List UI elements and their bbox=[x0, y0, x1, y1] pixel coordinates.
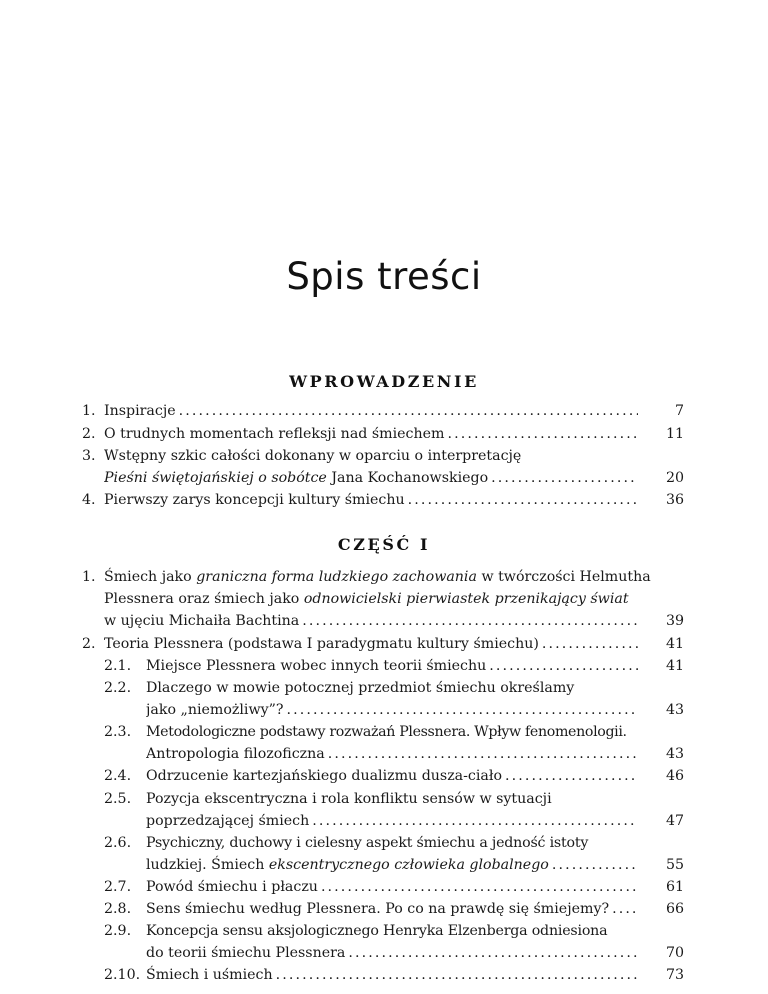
leader-dots bbox=[489, 655, 638, 677]
subentry-number: 2.4. bbox=[104, 768, 132, 784]
entry-page: 11 bbox=[665, 426, 684, 442]
subentry-title-line1: Psychiczny, duchowy i cielesny aspekt śmiechu a jedność istoty bbox=[146, 835, 589, 851]
entry-page: 46 bbox=[665, 768, 684, 784]
italic-title: Pieśni świętojańskiej o sobótce bbox=[104, 470, 327, 486]
entry-number: 1. bbox=[82, 569, 96, 585]
entry-title-line1: Wstępny szkic całości dokonany w oparciu o interpretację bbox=[104, 448, 522, 464]
leader-dots bbox=[348, 942, 638, 964]
leader-dots bbox=[408, 489, 638, 511]
entry-page: 70 bbox=[665, 945, 684, 961]
subentry-title-line1: Pozycja ekscentryczna i rola konfliktu sensów w sytuacji bbox=[146, 791, 552, 807]
title-rest: Jana Kochanowskiego bbox=[326, 470, 489, 486]
entry-page: 43 bbox=[665, 746, 684, 762]
subentry-title-line1: Dlaczego w mowie potocznej przedmiot śmiechu określamy bbox=[146, 680, 575, 696]
entry-line bbox=[146, 810, 638, 832]
page-title: Spis treści bbox=[286, 255, 482, 298]
subentry-number: 2.2. bbox=[104, 680, 132, 696]
leader-dots bbox=[312, 810, 638, 832]
text-span: w twórczości Helmutha bbox=[476, 569, 651, 585]
subentry-title-line2: poprzedzającej śmiech bbox=[146, 813, 310, 829]
subentry-title-line2: Antropologia filozoficzna bbox=[146, 746, 325, 762]
subentry-title-line2 bbox=[146, 854, 549, 876]
leader-dots bbox=[505, 765, 638, 787]
subentry-title-line2: jako „niemożliwy”? bbox=[146, 702, 284, 718]
leader-dots bbox=[321, 876, 638, 898]
leader-dots bbox=[276, 964, 638, 986]
entry-title-line2 bbox=[104, 467, 488, 489]
entry-number: 3. bbox=[82, 448, 96, 464]
entry-line bbox=[146, 876, 638, 898]
entry-page: 39 bbox=[665, 613, 684, 629]
text-span: Plessnera oraz śmiech jako bbox=[104, 591, 304, 607]
entry-number: 4. bbox=[82, 492, 96, 508]
entry-page: 73 bbox=[665, 967, 684, 983]
entry-title-line3: w ujęciu Michaiła Bachtina bbox=[104, 613, 300, 629]
leader-dots bbox=[302, 610, 638, 632]
entry-line bbox=[146, 964, 638, 986]
subentry-number: 2.1. bbox=[104, 658, 132, 674]
subentry-title-line1: Metodologiczne podstawy rozważań Plessnera. Wpływ fenomenologii. bbox=[146, 724, 627, 740]
subentry-title: Sens śmiechu według Plessnera. Po co na prawdę się śmiejemy? bbox=[146, 901, 610, 917]
entry-line bbox=[146, 765, 638, 787]
entry-title-line2 bbox=[104, 588, 629, 610]
subentry-number: 2.5. bbox=[104, 791, 132, 807]
italic-phrase: ekscentrycznego człowieka globalnego bbox=[268, 857, 549, 873]
entry-line bbox=[146, 655, 638, 677]
italic-phrase: graniczna forma ludzkiego zachowania bbox=[196, 569, 477, 585]
leader-dots bbox=[447, 423, 638, 445]
entry-page: 43 bbox=[665, 702, 684, 718]
leader-dots bbox=[491, 467, 638, 489]
entry-line bbox=[104, 423, 638, 445]
entry-line bbox=[104, 467, 638, 489]
entry-line bbox=[104, 633, 638, 655]
entry-number: 2. bbox=[82, 426, 96, 442]
subentry-title: Miejsce Plessnera wobec innych teorii śmiechu bbox=[146, 658, 487, 674]
italic-phrase: odnowicielski pierwiastek przenikający świat bbox=[303, 591, 629, 607]
leader-dots bbox=[328, 743, 638, 765]
section-heading-part1: CZĘŚĆ I bbox=[337, 535, 431, 554]
entry-line bbox=[146, 942, 638, 964]
entry-number: 1. bbox=[82, 403, 96, 419]
leader-dots bbox=[179, 400, 638, 422]
text-span: ludzkiej. Śmiech bbox=[146, 857, 269, 873]
entry-page: 41 bbox=[665, 636, 684, 652]
subentry-title: Powód śmiechu i płaczu bbox=[146, 879, 318, 895]
text-span: Śmiech jako bbox=[104, 569, 197, 585]
subentry-number: 2.10. bbox=[104, 967, 141, 983]
entry-page: 47 bbox=[665, 813, 684, 829]
entry-page: 61 bbox=[665, 879, 684, 895]
entry-page: 66 bbox=[665, 901, 684, 917]
entry-page: 55 bbox=[665, 857, 684, 873]
leader-dots bbox=[612, 898, 638, 920]
entry-title: Inspiracje bbox=[104, 403, 176, 419]
entry-line bbox=[146, 699, 638, 721]
entry-page: 7 bbox=[674, 403, 684, 419]
entry-page: 41 bbox=[665, 658, 684, 674]
entry-line bbox=[146, 743, 638, 765]
subentry-title: Śmiech i uśmiech bbox=[146, 967, 273, 983]
entry-page: 20 bbox=[665, 470, 684, 486]
subentry-number: 2.8. bbox=[104, 901, 132, 917]
subentry-number: 2.7. bbox=[104, 879, 132, 895]
entry-title: O trudnych momentach refleksji nad śmiechem bbox=[104, 426, 445, 442]
entry-title-line1 bbox=[104, 566, 651, 588]
entry-line bbox=[104, 610, 638, 632]
subentry-title-line2: do teorii śmiechu Plessnera bbox=[146, 945, 346, 961]
section-heading-intro: WPROWADZENIE bbox=[289, 372, 479, 391]
leader-dots bbox=[287, 699, 639, 721]
subentry-title: Odrzucenie kartezjańskiego dualizmu dusza-ciało bbox=[146, 768, 503, 784]
entry-line bbox=[104, 400, 638, 422]
entry-title: Pierwszy zarys koncepcji kultury śmiechu bbox=[104, 492, 405, 508]
entry-line bbox=[104, 489, 638, 511]
entry-page: 36 bbox=[665, 492, 684, 508]
subentry-number: 2.6. bbox=[104, 835, 132, 851]
subentry-number: 2.9. bbox=[104, 923, 132, 939]
leader-dots bbox=[552, 854, 638, 876]
subentry-number: 2.3. bbox=[104, 724, 132, 740]
entry-number: 2. bbox=[82, 636, 96, 652]
entry-line bbox=[146, 854, 638, 876]
entry-title: Teoria Plessnera (podstawa I paradygmatu kultury śmiechu) bbox=[104, 636, 539, 652]
entry-line bbox=[146, 898, 638, 920]
leader-dots bbox=[542, 633, 638, 655]
subentry-title-line1: Koncepcja sensu aksjologicznego Henryka Elzenberga odniesiona bbox=[146, 923, 608, 939]
